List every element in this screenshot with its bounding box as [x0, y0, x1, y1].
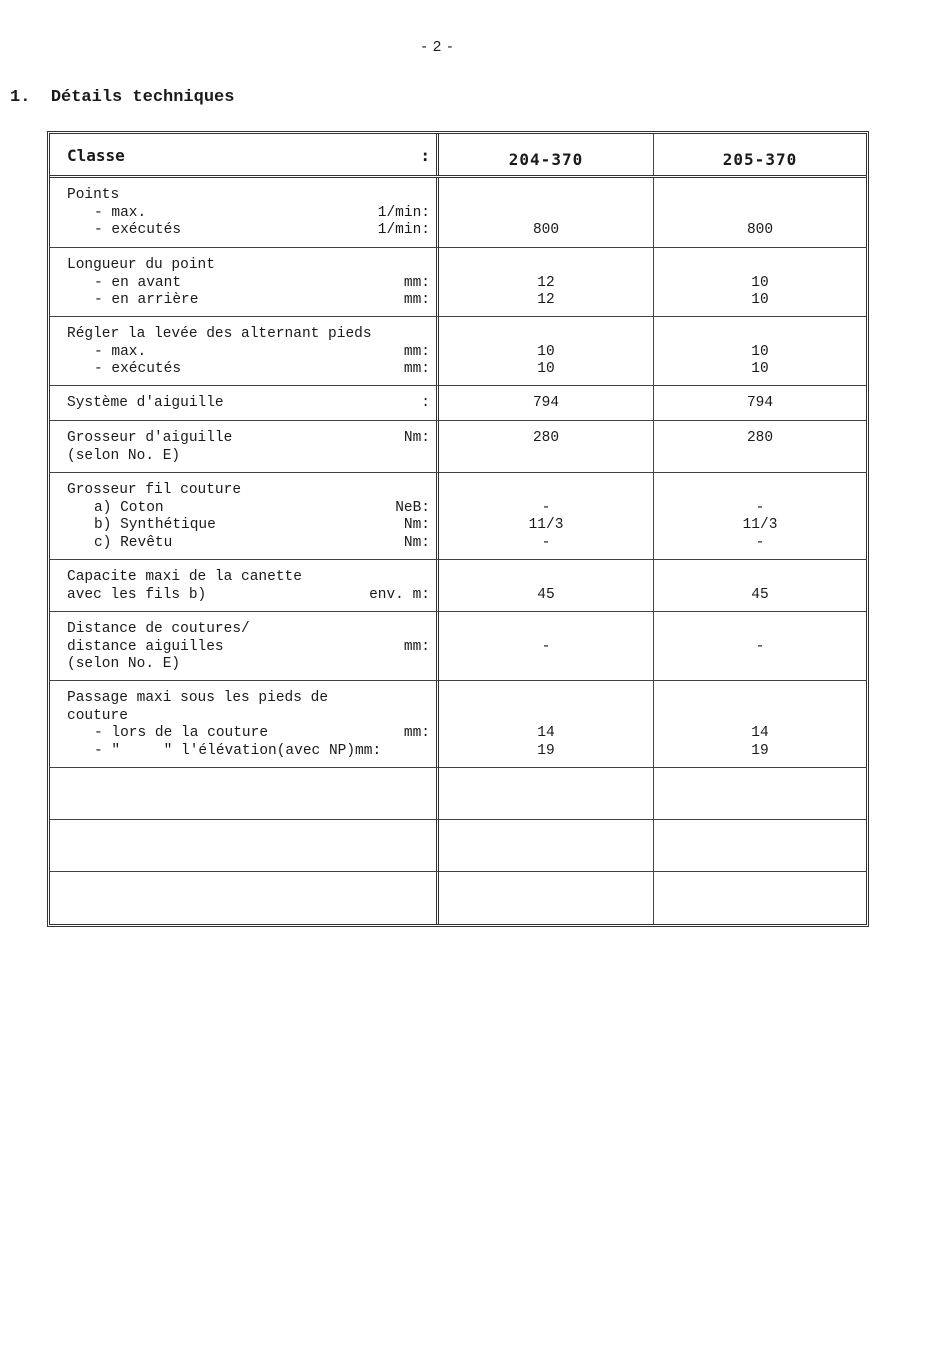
value	[654, 708, 866, 726]
label-unit: mm:	[403, 638, 430, 655]
technical-details-table	[47, 131, 869, 927]
value-column	[439, 430, 653, 465]
value-column	[654, 482, 866, 552]
header-col-a: 204-370	[439, 134, 654, 175]
value: 19	[751, 742, 769, 759]
label-line	[67, 587, 430, 605]
label-text: b) Synthétique	[94, 517, 216, 533]
label-line	[67, 569, 430, 587]
table-row	[50, 560, 866, 612]
value	[654, 569, 866, 587]
empty-value-cell	[439, 872, 654, 924]
table-row	[50, 178, 866, 248]
label-line	[67, 656, 430, 674]
value-column	[439, 482, 653, 552]
label-unit: mm:	[403, 725, 430, 741]
empty-table-row	[50, 768, 866, 820]
header-col-b: 205-370	[722, 150, 798, 169]
label-unit: env. m:	[369, 586, 430, 603]
row-label-cell	[50, 560, 439, 611]
label-text: Capacite maxi de la canette	[67, 569, 302, 585]
value: 45	[751, 586, 769, 603]
label-text: Longueur du point	[67, 257, 215, 273]
label-line	[67, 743, 430, 761]
label-text: - " " l'élévation(avec NP)mm:	[94, 742, 382, 759]
value-cell-205-370	[654, 178, 866, 247]
value	[654, 448, 866, 466]
label-line	[67, 430, 430, 448]
empty-table-row	[50, 872, 866, 924]
label-line	[67, 500, 430, 518]
value-cell-205-370	[654, 248, 866, 316]
label-unit: Nm:	[403, 534, 430, 551]
label-text: (selon No. E)	[67, 656, 181, 672]
section-number: 1.	[10, 88, 31, 107]
value: 794	[532, 395, 560, 411]
value	[654, 690, 866, 708]
label-line	[67, 708, 430, 726]
value: 12	[537, 274, 555, 291]
header-label-cell	[50, 134, 439, 175]
value-cell-204-370	[439, 317, 654, 385]
empty-value-cell	[439, 820, 654, 871]
value: -	[755, 499, 765, 516]
label-text: Distance de coutures/	[67, 621, 250, 637]
label-text: Système d'aiguille	[67, 395, 224, 411]
value: 800	[532, 222, 560, 238]
label-line	[67, 482, 430, 500]
value-column	[439, 569, 653, 604]
value-column	[654, 621, 866, 674]
value-column	[654, 326, 866, 379]
value	[654, 257, 866, 275]
value-cell-205-370	[654, 681, 866, 767]
empty-label-cell	[50, 872, 439, 924]
label-line	[67, 639, 430, 657]
value-column	[439, 187, 653, 240]
label-line	[67, 205, 430, 223]
value: 10	[537, 343, 555, 360]
value-column	[439, 621, 653, 674]
value: 10	[751, 274, 769, 291]
label-text: c) Revêtu	[94, 534, 173, 551]
value-cell-205-370	[654, 421, 866, 472]
value	[654, 482, 866, 500]
table-row	[50, 386, 866, 421]
label-line	[67, 535, 430, 553]
value	[439, 448, 653, 466]
value: -	[541, 534, 551, 551]
value	[439, 656, 653, 674]
value	[439, 187, 653, 205]
value: -	[755, 638, 765, 655]
label-text: Grosseur fil couture	[67, 482, 242, 498]
value: 12	[537, 292, 555, 308]
label-text: Passage maxi sous les pieds de	[67, 690, 329, 706]
value-cell-204-370	[439, 178, 654, 247]
value: 10	[751, 361, 769, 377]
label-text: - en arrière	[94, 292, 199, 308]
value	[654, 205, 866, 223]
empty-label-cell	[50, 820, 439, 871]
value-column	[654, 395, 866, 413]
label-line	[67, 257, 430, 275]
label-line	[67, 448, 430, 466]
label-line	[67, 222, 430, 240]
row-label-cell	[50, 681, 439, 767]
label-text: distance aiguilles	[67, 638, 224, 655]
value: 14	[751, 725, 769, 741]
label-text: - max.	[94, 204, 147, 221]
value-cell-204-370	[439, 421, 654, 472]
section-heading	[10, 88, 234, 107]
value	[439, 569, 653, 587]
label-text: Régler la levée des alternant pieds	[67, 326, 372, 342]
header-unit: :	[420, 146, 430, 165]
label-unit: mm:	[403, 292, 430, 308]
section-title: Détails techniques	[50, 88, 235, 107]
value: 800	[746, 222, 774, 238]
empty-value-cell	[439, 768, 654, 819]
label-line	[67, 275, 430, 293]
row-label-cell	[50, 317, 439, 385]
value-column	[654, 690, 866, 760]
value: 280	[746, 430, 774, 446]
value-cell-204-370	[439, 560, 654, 611]
label-line	[67, 395, 430, 413]
value-column	[654, 430, 866, 465]
value	[439, 621, 653, 639]
label-text: (selon No. E)	[67, 447, 181, 464]
value-cell-205-370	[654, 473, 866, 559]
value: -	[755, 534, 765, 551]
value: 10	[537, 361, 555, 377]
value-column	[654, 257, 866, 310]
value: 19	[537, 742, 555, 759]
table-row	[50, 612, 866, 681]
label-line	[67, 517, 430, 535]
label-line	[67, 725, 430, 743]
row-label-cell	[50, 248, 439, 316]
row-label-cell	[50, 178, 439, 247]
value: -	[541, 499, 551, 516]
value: 280	[532, 430, 560, 446]
value	[654, 621, 866, 639]
label-text: a) Coton	[94, 499, 164, 516]
label-text: - exécutés	[94, 222, 182, 238]
value	[439, 690, 653, 708]
value: 11/3	[528, 517, 564, 533]
header-label: Classe	[67, 146, 125, 165]
label-unit: :	[421, 395, 430, 411]
label-text: avec les fils b)	[67, 586, 207, 603]
table-row	[50, 248, 866, 317]
page-number: - 2 -	[421, 38, 454, 55]
value-column	[654, 569, 866, 604]
value-column	[439, 326, 653, 379]
value	[654, 187, 866, 205]
value	[439, 326, 653, 344]
value-cell-204-370	[439, 681, 654, 767]
label-line	[67, 187, 430, 205]
empty-value-cell	[654, 768, 866, 819]
label-text: - exécutés	[94, 361, 182, 377]
value-cell-205-370	[654, 386, 866, 420]
label-line	[67, 292, 430, 310]
value: 794	[746, 395, 774, 411]
empty-value-cell	[654, 872, 866, 924]
value-column	[439, 395, 653, 413]
label-unit: NeB:	[395, 499, 430, 516]
label-text: - max.	[94, 343, 147, 360]
value-column	[654, 187, 866, 240]
table-row	[50, 681, 866, 768]
table-row	[50, 421, 866, 473]
value-cell-204-370	[439, 473, 654, 559]
label-line	[67, 326, 430, 344]
label-text: - lors de la couture	[94, 725, 269, 741]
row-label-cell	[50, 421, 439, 472]
value: 14	[537, 725, 555, 741]
label-text: Grosseur d'aiguille	[67, 430, 233, 446]
label-line	[67, 690, 430, 708]
label-unit: mm:	[403, 274, 430, 291]
label-text: Points	[67, 187, 120, 203]
label-line	[67, 344, 430, 362]
value: 45	[537, 586, 555, 603]
row-label-cell	[50, 612, 439, 680]
label-unit: 1/min:	[377, 204, 430, 221]
value	[439, 205, 653, 223]
table-row	[50, 473, 866, 560]
value: 10	[751, 343, 769, 360]
value-cell-204-370	[439, 386, 654, 420]
value: -	[541, 638, 551, 655]
value	[439, 482, 653, 500]
value-cell-205-370	[654, 612, 866, 680]
label-text: couture	[67, 707, 128, 724]
label-unit: 1/min:	[377, 222, 430, 238]
label-line	[67, 361, 430, 379]
value-column	[439, 690, 653, 760]
value-cell-204-370	[439, 612, 654, 680]
empty-table-row	[50, 820, 866, 872]
empty-value-cell	[654, 820, 866, 871]
value	[439, 257, 653, 275]
label-unit: Nm:	[403, 517, 430, 533]
empty-label-cell	[50, 768, 439, 819]
label-unit: mm:	[403, 361, 430, 377]
value	[439, 708, 653, 726]
table-header-row	[50, 134, 866, 178]
value-cell-205-370	[654, 317, 866, 385]
table-row	[50, 317, 866, 386]
row-label-cell	[50, 386, 439, 420]
label-line	[67, 621, 430, 639]
value-column	[439, 257, 653, 310]
value	[654, 656, 866, 674]
value: 11/3	[742, 517, 778, 533]
row-label-cell	[50, 473, 439, 559]
label-unit: Nm:	[403, 430, 430, 446]
value-cell-204-370	[439, 248, 654, 316]
value: 10	[751, 292, 769, 308]
label-unit: mm:	[403, 343, 430, 360]
value	[654, 326, 866, 344]
value-cell-205-370	[654, 560, 866, 611]
label-text: - en avant	[94, 274, 182, 291]
